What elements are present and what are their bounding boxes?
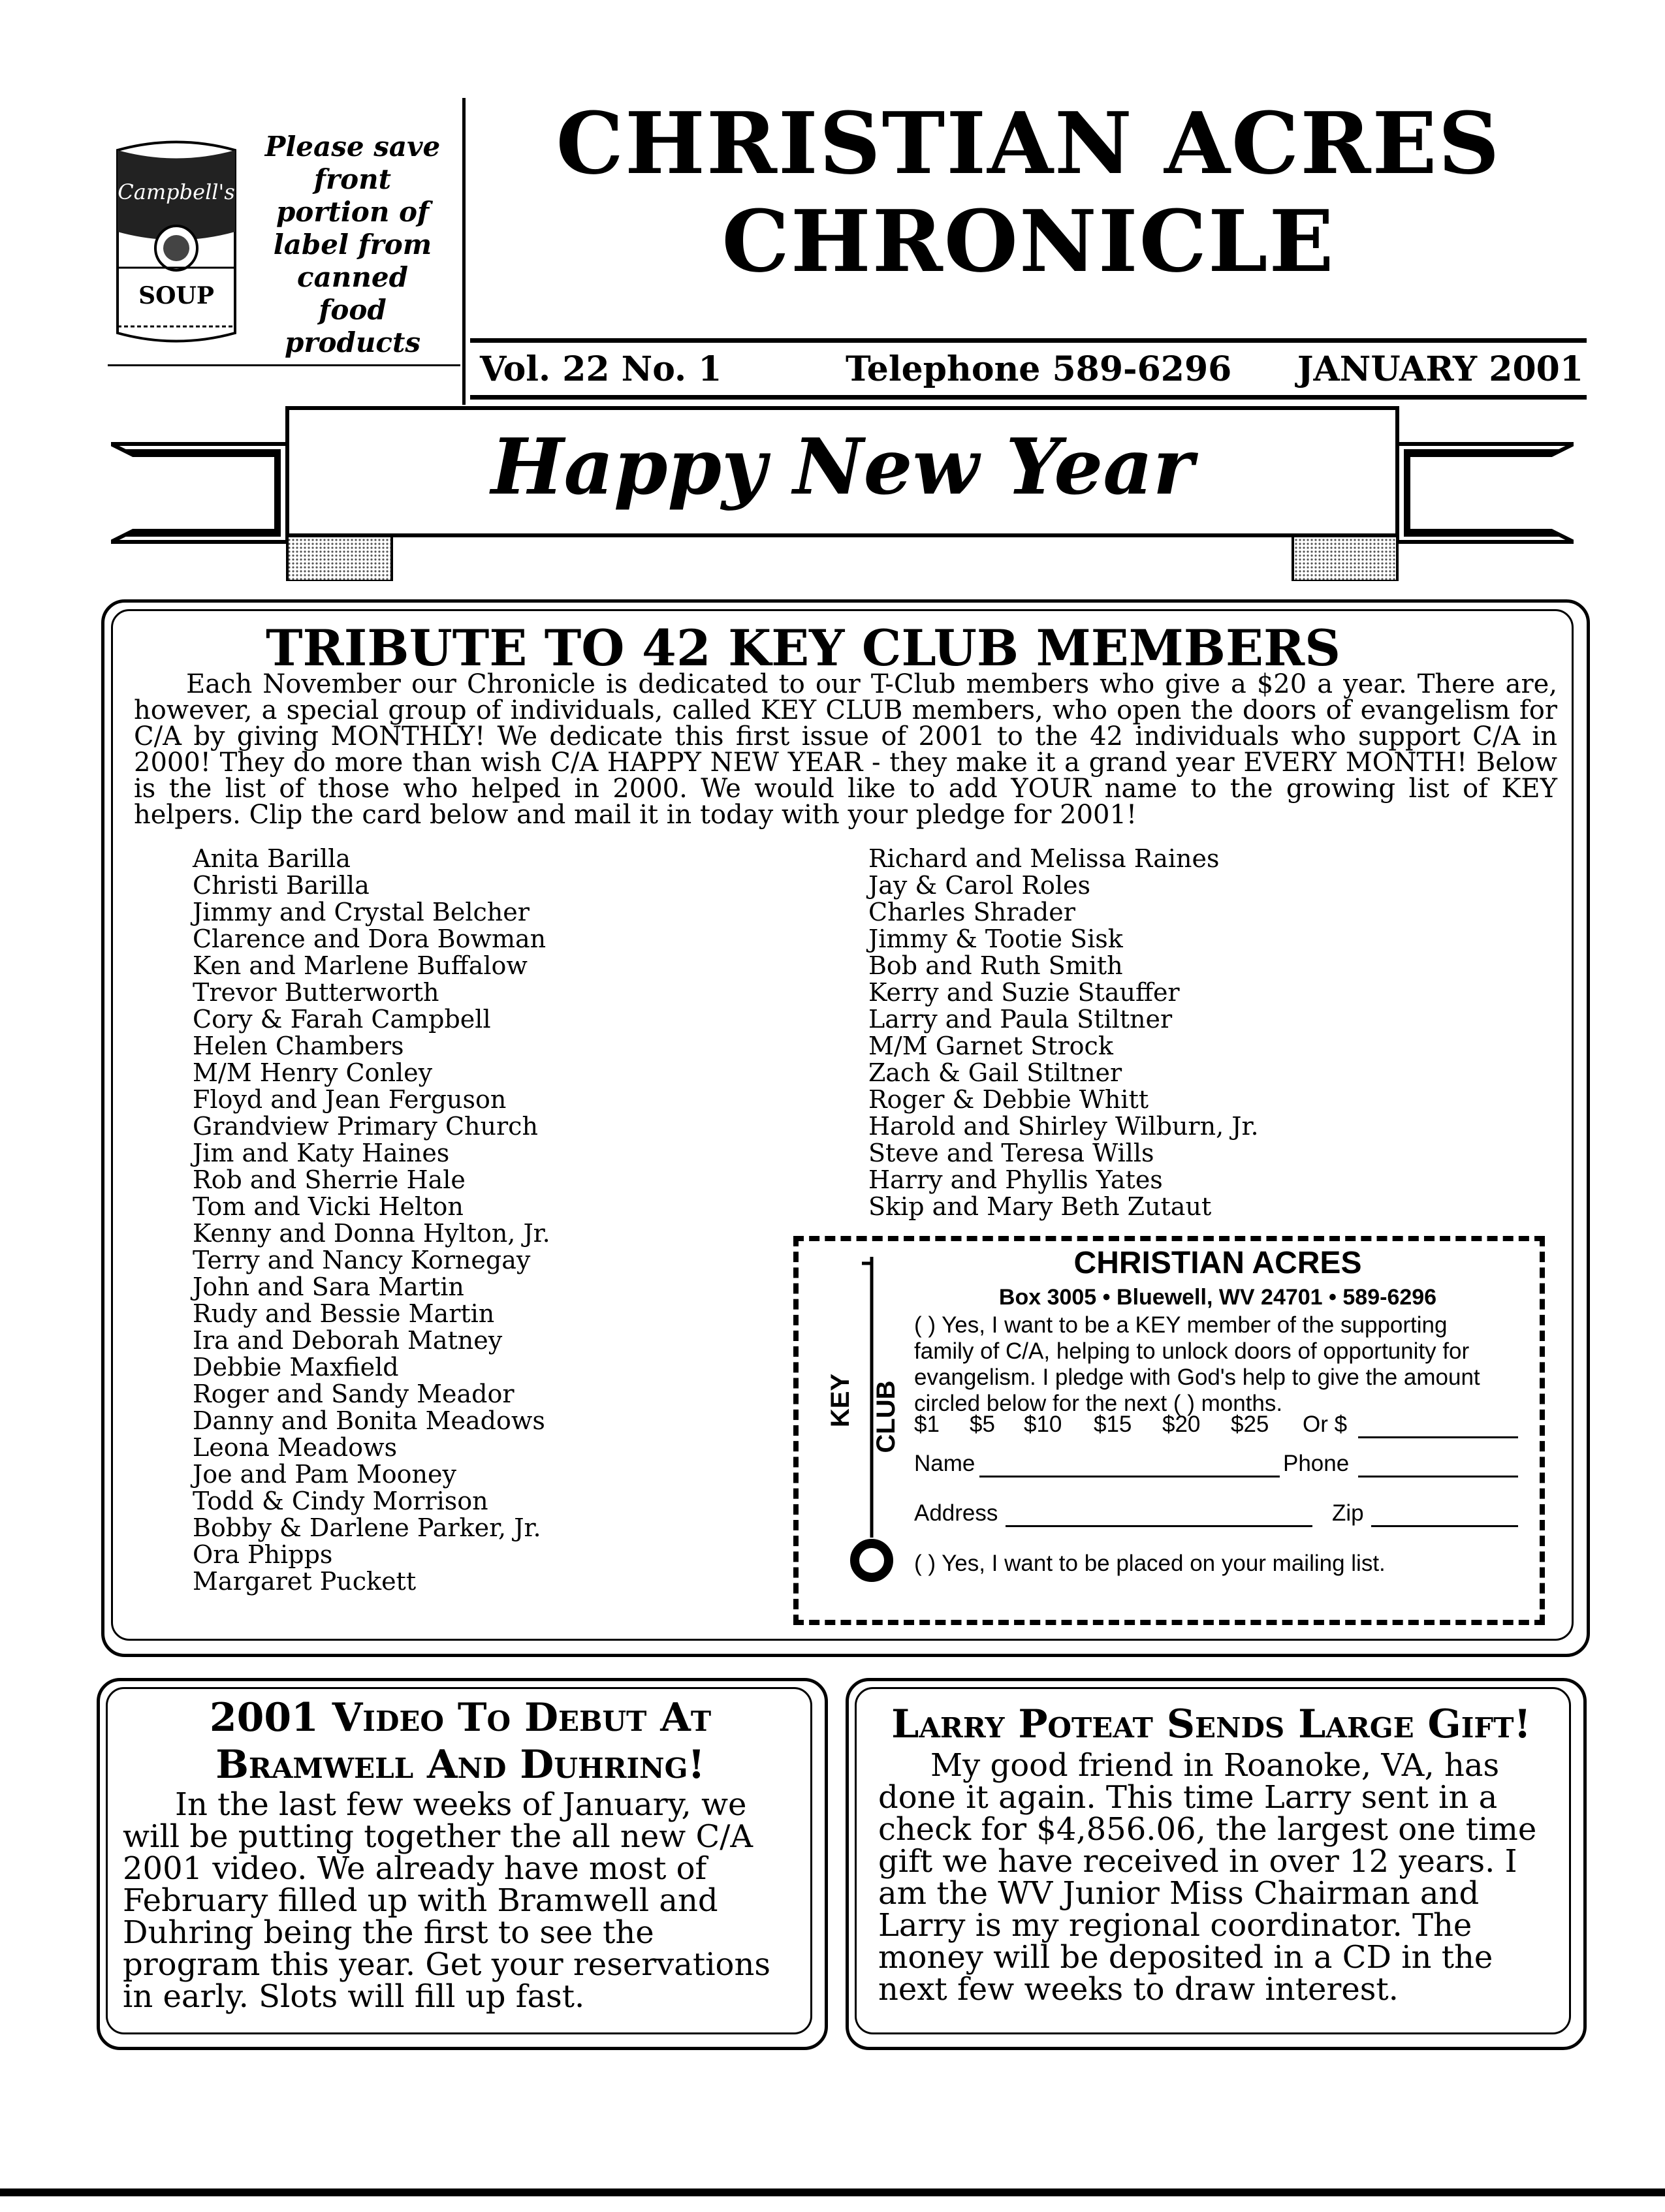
- member-name: Ora Phipps: [193, 1540, 333, 1569]
- title-rule-bottom: [470, 395, 1587, 400]
- svg-text:Campbell's: Campbell's: [118, 180, 235, 204]
- member-name: M/M Garnet Strock: [868, 1032, 1113, 1060]
- member-name: Jimmy & Tootie Sisk: [868, 924, 1123, 953]
- member-name: Anita Barilla: [193, 844, 351, 873]
- tribute-intro: Each November our Chronicle is dedicated to our T-Club members who give a $20 a year. There are, however, a special group of individuals, called KEY CLUB members, who open the doors of evangelism for C/A by giving MONTHLY! We dedicate this first issue of 2001 to the 42 individuals who support C/A in 2000! They do more than wish C/A HAPPY NEW YEAR - they make it a grand year EVERY MONTH! Below is the list of those who helped in 2000. We would like to add YOUR name to the growing list of KEY helpers. Clip the card below and mail it in today with your pledge for 2001!: [134, 669, 1557, 830]
- header-left-rule: [108, 364, 460, 366]
- amount-option-other[interactable]: Or $: [1303, 1412, 1348, 1437]
- video-article-body: In the last few weeks of January, we will be putting together the all new C/A 2001 video. We already have most of February filled up with Bramwell and Duhring being the first to see the program this year. Get your reservations in early. Slots will fill up fast.: [123, 1786, 770, 2015]
- volume-number: Vol. 22 No. 1: [480, 349, 722, 389]
- issue-date: JANUARY 2001: [1297, 349, 1583, 389]
- months-field[interactable]: circled below for the next ( ) months.: [914, 1391, 1283, 1416]
- member-name: Floyd and Jean Ferguson: [193, 1085, 507, 1114]
- name-field[interactable]: [979, 1476, 1280, 1477]
- newsletter-title: CHRISTIAN ACRES CHRONICLE: [556, 93, 1501, 291]
- amount-option[interactable]: $5: [970, 1412, 995, 1437]
- key-members-right-column: [868, 845, 1521, 1220]
- member-name: Grandview Primary Church: [193, 1112, 538, 1141]
- member-name: Joe and Pam Mooney: [193, 1460, 456, 1489]
- pledge-checkbox-line[interactable]: ( ) Yes, I want to be a KEY member of the supporting: [914, 1312, 1448, 1338]
- member-name: Rob and Sherrie Hale: [193, 1165, 466, 1194]
- member-name: Kenny and Donna Hylton, Jr.: [193, 1219, 550, 1248]
- tribute-headline: TRIBUTE TO 42 KEY CLUB MEMBERS: [266, 619, 1340, 677]
- telephone: Telephone 589-6296: [846, 349, 1232, 389]
- member-name: Bobby & Darlene Parker, Jr.: [193, 1513, 541, 1542]
- member-name: Trevor Butterworth: [193, 978, 439, 1007]
- title-rule-top: [470, 338, 1587, 343]
- member-name: Kerry and Suzie Stauffer: [868, 978, 1180, 1007]
- member-name: Harry and Phyllis Yates: [868, 1165, 1163, 1194]
- member-name: Leona Meadows: [193, 1433, 398, 1462]
- address-zip-row: [914, 1500, 1528, 1529]
- member-name: Zach & Gail Stiltner: [868, 1058, 1122, 1087]
- phone-field[interactable]: [1358, 1476, 1518, 1477]
- zip-field[interactable]: [1371, 1525, 1518, 1527]
- card-club-label: CLUB: [872, 1380, 900, 1453]
- member-name: Bob and Ruth Smith: [868, 951, 1123, 980]
- member-name: Christi Barilla: [193, 871, 370, 900]
- member-name: Todd & Cindy Morrison: [193, 1487, 488, 1515]
- amount-option[interactable]: $15: [1094, 1412, 1132, 1437]
- member-name: Roger & Debbie Whitt: [868, 1085, 1149, 1114]
- name-label: Name: [914, 1451, 975, 1476]
- member-name: Skip and Mary Beth Zutaut: [868, 1192, 1212, 1221]
- video-headline: 2001 Video To Debut At Bramwell And Duhring!: [209, 1695, 712, 1788]
- member-name: Clarence and Dora Bowman: [193, 924, 547, 953]
- mailing-list-checkbox[interactable]: ( ) Yes, I want to be placed on your mailing list.: [914, 1551, 1386, 1576]
- member-name: Terry and Nancy Kornegay: [193, 1246, 531, 1274]
- member-name: Jimmy and Crystal Belcher: [193, 898, 530, 926]
- member-name: Margaret Puckett: [193, 1567, 417, 1596]
- gift-headline: Larry Poteat Sends Large Gift!: [891, 1701, 1531, 1747]
- save-labels-note: Please save front portion of label from canned food products: [264, 131, 441, 358]
- key-members-left-column: [193, 845, 780, 1595]
- member-name: Steve and Teresa Wills: [868, 1139, 1154, 1167]
- member-name: Danny and Bonita Meadows: [193, 1406, 545, 1435]
- gift-article-body: My good friend in Roanoke, VA, has done it again. This time Larry sent in a check for $4,856.06, the largest one time gift we have received in over 12 years. I am the WV Junior Miss Chairman and Larry is my regional coordinator. The money will be deposited in a CD in the next few weeks to draw interest.: [878, 1747, 1537, 2008]
- address-label: Address: [914, 1500, 998, 1526]
- header-divider: [462, 98, 466, 405]
- member-name: Ken and Marlene Buffalow: [193, 951, 528, 980]
- member-name: Cory & Farah Campbell: [193, 1005, 491, 1034]
- member-name: Charles Shrader: [868, 898, 1075, 926]
- happy-new-year-text: Happy New Year: [491, 421, 1194, 512]
- member-name: Jim and Katy Haines: [193, 1139, 450, 1167]
- member-name: Rudy and Bessie Martin: [193, 1299, 495, 1328]
- card-title: CHRISTIAN ACRES: [1073, 1246, 1362, 1280]
- zip-label: Zip: [1332, 1500, 1364, 1526]
- member-name: Jay & Carol Roles: [868, 871, 1090, 900]
- member-name: Larry and Paula Stiltner: [868, 1005, 1173, 1034]
- svg-text:SOUP: SOUP: [138, 282, 214, 309]
- card-key-label: KEY: [826, 1373, 855, 1428]
- amount-option[interactable]: $20: [1162, 1412, 1201, 1437]
- member-name: M/M Henry Conley: [193, 1058, 433, 1087]
- soup-can-logo: [111, 137, 242, 353]
- member-name: Roger and Sandy Meador: [193, 1380, 515, 1408]
- card-pledge-text: ( ) Yes, I want to be a KEY member of the supporting family of C/A, helping to unlock doors of opportunity for evangelism. I pledge with God's help to give the amount circled below for the next ( ) months.: [914, 1312, 1528, 1417]
- address-field[interactable]: [1006, 1525, 1312, 1527]
- name-phone-row: [914, 1451, 1528, 1479]
- issue-info-row: [480, 346, 1583, 393]
- member-name: Richard and Melissa Raines: [868, 844, 1220, 873]
- member-name: Debbie Maxfield: [193, 1353, 399, 1382]
- member-name: Harold and Shirley Wilburn, Jr.: [868, 1112, 1259, 1141]
- amount-option[interactable]: $1: [914, 1412, 940, 1437]
- amount-option[interactable]: $10: [1024, 1412, 1062, 1437]
- amount-option[interactable]: $25: [1231, 1412, 1269, 1437]
- member-name: Tom and Vicki Helton: [193, 1192, 464, 1221]
- other-amount-line[interactable]: [1358, 1436, 1518, 1438]
- phone-label: Phone: [1283, 1451, 1350, 1476]
- pledge-amounts: [914, 1412, 1528, 1440]
- member-name: Helen Chambers: [193, 1032, 404, 1060]
- page-bottom-rule: [0, 2188, 1665, 2196]
- member-name: Ira and Deborah Matney: [193, 1326, 503, 1355]
- member-name: John and Sara Martin: [193, 1272, 464, 1301]
- card-address: Box 3005 • Bluewell, WV 24701 • 589-6296: [998, 1285, 1437, 1310]
